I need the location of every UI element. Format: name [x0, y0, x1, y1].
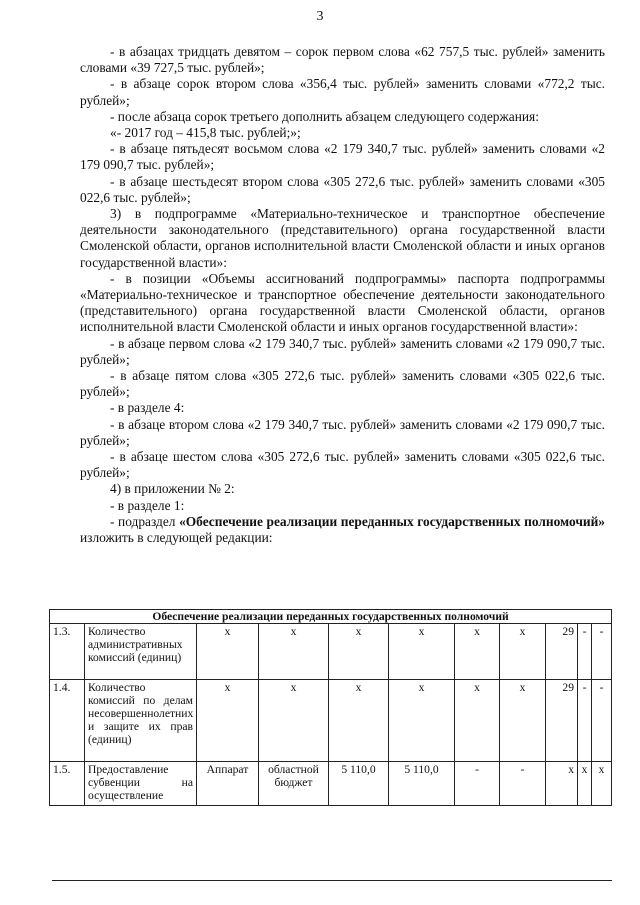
- footer-divider: [52, 880, 612, 881]
- row-description: Предоставление субвенции на осуществление: [85, 762, 197, 806]
- table-cell: х: [329, 680, 389, 762]
- row-description: Количество комиссий по делам несовершеннолетних и защите их прав (единиц): [85, 680, 197, 762]
- table-cell: -: [592, 680, 612, 762]
- table-cell: х: [455, 680, 500, 762]
- document-body: [80, 44, 605, 546]
- row-number: 1.3.: [50, 624, 85, 680]
- table-cell: х: [389, 680, 455, 762]
- paragraph: - в разделе 1:: [110, 497, 185, 513]
- paragraph-subsection: [80, 514, 605, 546]
- paragraph: - в абзацах тридцать девятом – сорок первом слова «62 757,5 тыс. рублей» заменить словами «39 727,5 тыс. рублей»;: [80, 44, 605, 76]
- table-cell: х: [259, 680, 329, 762]
- row-number: 1.5.: [50, 762, 85, 806]
- subsection-prefix: - подраздел: [110, 513, 180, 529]
- paragraph: - в позиции «Объемы ассигнований подпрограммы» паспорта подпрограммы «Материально-техническое и транспортное обеспечение деятельности законодательного (представительного) органа государственной власти Смоленской области, органов исполнительной власти Смоленской области и иных органов государственной власти»:: [80, 270, 605, 335]
- table-cell: Аппарат: [197, 762, 259, 806]
- table-cell: х: [500, 624, 546, 680]
- paragraph: - в абзаце пятом слова «305 272,6 тыс. рублей» заменить словами «305 022,6 тыс. рублей»;: [80, 368, 605, 400]
- paragraph: - в разделе 4:: [110, 400, 185, 416]
- table-cell: х: [455, 624, 500, 680]
- table-cell: 5 110,0: [389, 762, 455, 806]
- table-cell: -: [578, 624, 592, 680]
- paragraph: - после абзаца сорок третьего дополнить абзацем следующего содержания:: [110, 108, 539, 124]
- page-number: 3: [316, 9, 324, 24]
- table-row: [50, 762, 612, 806]
- paragraph: - в абзаце втором слова «2 179 340,7 тыс. рублей» заменить словами «2 179 090,7 тыс. рублей»;: [80, 416, 605, 448]
- table-cell: 29: [546, 680, 578, 762]
- table-row: [50, 624, 612, 680]
- table-cell: -: [500, 762, 546, 806]
- paragraph: - в абзаце первом слова «2 179 340,7 тыс. рублей» заменить словами «2 179 090,7 тыс. рублей»;: [80, 335, 605, 367]
- table-cell: -: [578, 680, 592, 762]
- row-number: 1.4.: [50, 680, 85, 762]
- subsection-table: [49, 609, 612, 806]
- paragraph: «- 2017 год – 415,8 тыс. рублей;»;: [110, 125, 301, 141]
- table-cell: х: [259, 624, 329, 680]
- table-cell: областной бюджет: [259, 762, 329, 806]
- paragraph: 3) в подпрограмме «Материально-техническое и транспортное обеспечение деятельности законодательного (представительного) органа государственной власти Смоленской области, органов исполнительной власти Смоленской области и иных органов государственной власти»:: [80, 206, 605, 270]
- table-cell: х: [389, 624, 455, 680]
- table-cell: -: [592, 624, 612, 680]
- table-header: Обеспечение реализации переданных государственных полномочий: [50, 610, 612, 624]
- subsection-suffix: изложить в следующей редакции:: [80, 530, 273, 546]
- table-cell: х: [578, 762, 592, 806]
- table-cell: х: [197, 680, 259, 762]
- table-cell: х: [546, 762, 578, 806]
- paragraph: 4) в приложении № 2:: [110, 481, 235, 497]
- table-cell: х: [592, 762, 612, 806]
- paragraph: - в абзаце шестом слова «305 272,6 тыс. рублей» заменить словами «305 022,6 тыс. рублей»;: [80, 449, 605, 481]
- row-description: Количество административных комиссий (единиц): [85, 624, 197, 680]
- table-cell: х: [500, 680, 546, 762]
- table-cell: 5 110,0: [329, 762, 389, 806]
- table-cell: х: [329, 624, 389, 680]
- paragraph: - в абзаце пятьдесят восьмом слова «2 179 340,7 тыс. рублей» заменить словами «2 179 090,7 тыс. рублей»;: [80, 141, 605, 173]
- paragraph: - в абзаце шестьдесят втором слова «305 272,6 тыс. рублей» заменить словами «305 022,6 тыс. рублей»;: [80, 173, 605, 205]
- subsection-title: «Обеспечение реализации переданных государственных полномочий»: [179, 513, 605, 529]
- paragraph: - в абзаце сорок втором слова «356,4 тыс. рублей» заменить словами «772,2 тыс. рублей»;: [80, 76, 605, 108]
- table-header-row: [50, 610, 612, 624]
- table-cell: х: [197, 624, 259, 680]
- table-cell: 29: [546, 624, 578, 680]
- table-cell: -: [455, 762, 500, 806]
- table-row: [50, 680, 612, 762]
